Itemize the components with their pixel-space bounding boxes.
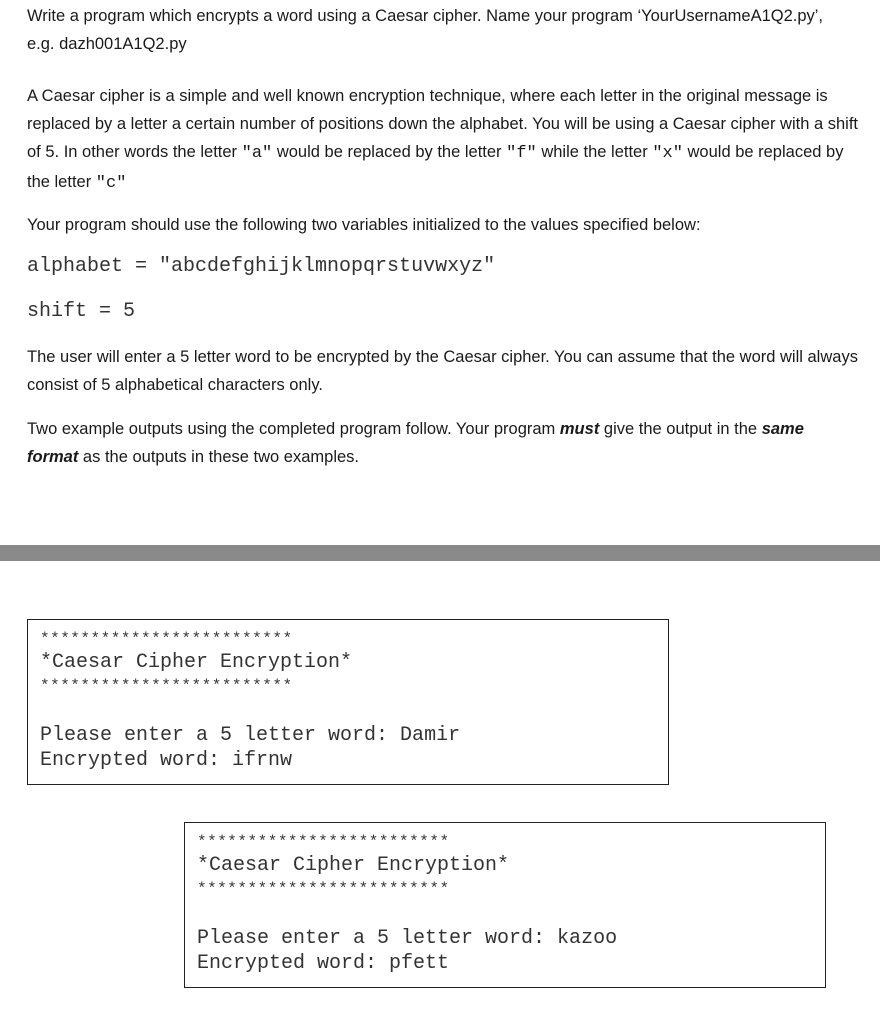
intro-text-3: while the letter [536,143,653,161]
intro-text-2: would be replaced by the letter [272,143,507,161]
program-header: *Caesar Cipher Encryption* [197,854,510,877]
emphasis-format: format [27,448,79,466]
intro-text-1: A Caesar cipher is a simple and well known encryption technique, where each letter in the original message is replaced by a letter a certain number of positions down the alphabet. You will be using a Caesar cipher with a shift of 5. In other words the letter [27,87,858,161]
emphasis-must: must [559,420,600,438]
code-shift: shift = 5 [27,300,136,323]
letter-x: "x" [652,144,683,163]
stars-top: ************************* [197,833,450,851]
user-input-paragraph: The user will enter a 5 letter word to be encrypted by the Caesar cipher. You can assume that the word will always consist of 5 alphabetical characters only. [27,348,858,394]
example-output-2 [184,822,826,988]
caesar-intro-paragraph [27,82,862,198]
examples-text-1: Two example outputs using the completed program follow. Your program [27,420,560,438]
emphasis-same: same [761,420,804,438]
examples-text-3: as the outputs in these two examples. [78,448,360,466]
section-divider [0,545,880,561]
stars-bottom: ************************* [197,880,450,898]
examples-text-2: give the output in the [599,420,762,438]
variables-intro: Your program should use the following two variables initialized to the values specified below: [27,216,701,234]
title-line-1: Write a program which encrypts a word using a Caesar cipher. Name your program ‘YourUsernameA1Q2.py’, [27,7,824,25]
letter-c: "c" [95,174,127,193]
result-line: Encrypted word: pfett [197,952,450,975]
code-alphabet: alphabet = "abcdefghijklmnopqrstuvwxyz" [27,255,496,278]
example-output-1 [27,619,669,785]
examples-paragraph [27,415,862,471]
letter-a: "a" [241,144,273,163]
prompt-line: Please enter a 5 letter word: Damir [40,724,461,747]
result-line: Encrypted word: ifrnw [40,749,293,772]
prompt-line: Please enter a 5 letter word: kazoo [197,927,618,950]
letter-f: "f" [506,144,537,163]
stars-top: ************************* [40,630,293,648]
program-header: *Caesar Cipher Encryption* [40,651,353,674]
title-line-2: e.g. dazh001A1Q2.py [27,35,187,53]
stars-bottom: ************************* [40,677,293,695]
intro-text-4: would be replaced by the letter [27,143,844,191]
assignment-title [27,2,862,58]
